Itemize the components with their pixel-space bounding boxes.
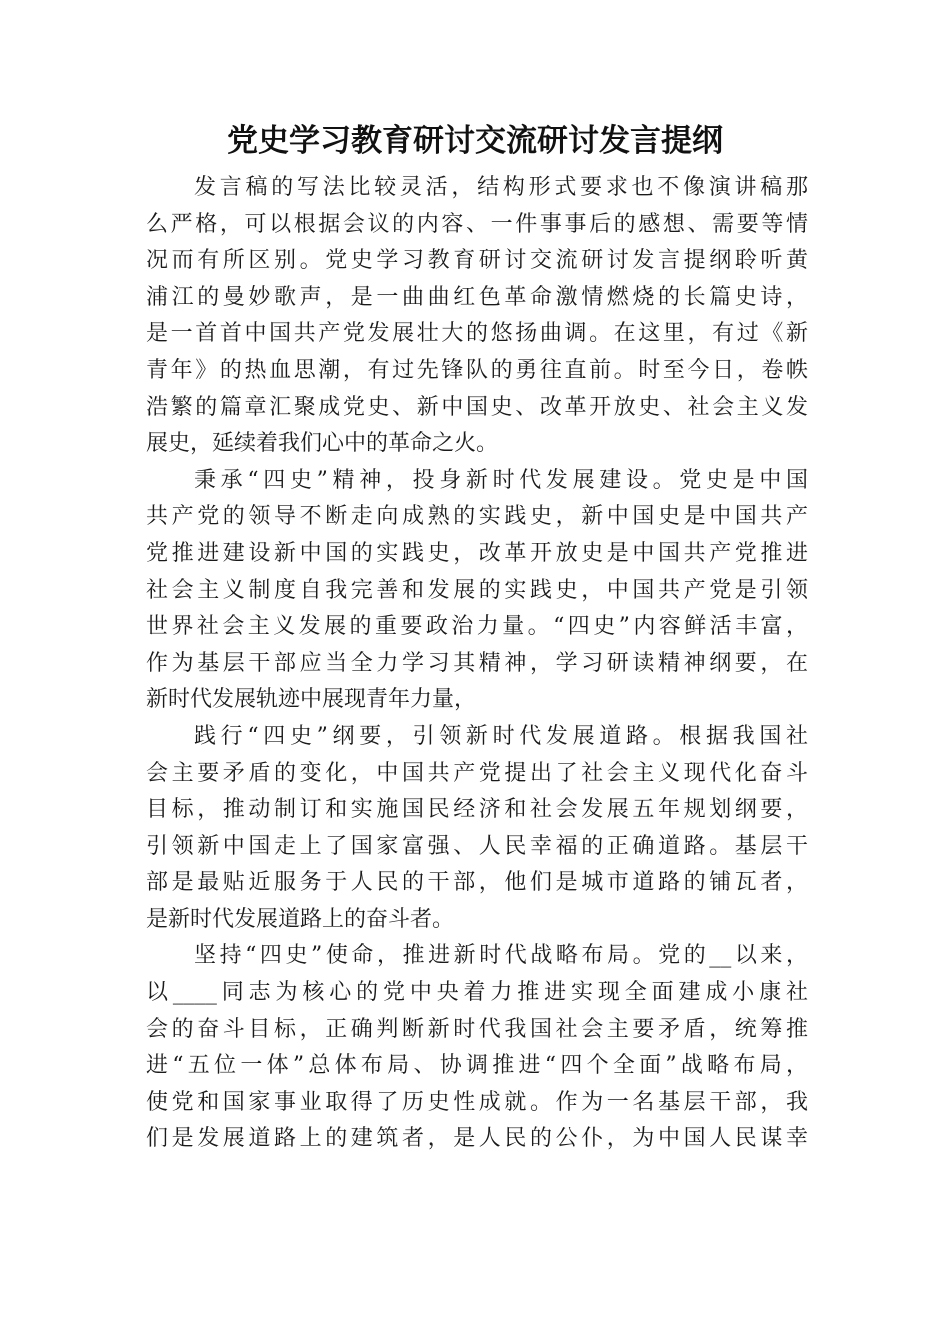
paragraph-line: 世界社会主义发展的重要政治力量。“四史”内容鲜活丰富， xyxy=(146,614,808,640)
paragraph-line: 践行“四史”纲要，引领新时代发展道路。根据我国社 xyxy=(194,723,808,749)
paragraph-line: 作为基层干部应当全力学习其精神，学习研读精神纲要，在 xyxy=(146,650,808,676)
paragraph-line: 共产党的领导不断走向成熟的实践史，新中国史是中国共产 xyxy=(146,504,808,530)
paragraph-line: 是新时代发展道路上的奋斗者。 xyxy=(146,906,455,932)
document-title: 党史学习教育研讨交流研讨发言提纲 xyxy=(227,123,723,159)
paragraph-line: 展史，延续着我们心中的革命之火。 xyxy=(146,431,499,457)
document-body xyxy=(146,170,808,1158)
paragraph-line: 新时代发展轨迹中展现青年力量， xyxy=(146,687,477,713)
paragraph-line: 浦江的曼妙歌声，是一曲曲红色革命激情燃烧的长篇史诗， xyxy=(146,284,808,310)
paragraph-line: 使党和国家事业取得了历史性成就。作为一名基层干部，我 xyxy=(146,1089,808,1115)
paragraph-line: 况而有所区别。党史学习教育研讨交流研讨发言提纲聆听黄 xyxy=(146,248,808,274)
paragraph-1 xyxy=(146,170,808,463)
paragraph-line: 部是最贴近服务于人民的干部，他们是城市道路的铺瓦者， xyxy=(146,870,808,896)
paragraph-line: 引领新中国走上了国家富强、人民幸福的正确道路。基层干 xyxy=(146,833,808,859)
paragraph-line: 么严格，可以根据会议的内容、一件事事后的感想、需要等情 xyxy=(146,211,808,237)
paragraph-line: 们是发展道路上的建筑者，是人民的公仆，为中国人民谋幸 xyxy=(146,1126,808,1152)
paragraph-line: 目标，推动制订和实施国民经济和社会发展五年规划纲要， xyxy=(146,797,808,823)
paragraph-line: 是一首首中国共产党发展壮大的悠扬曲调。在这里，有过《新 xyxy=(146,321,808,347)
paragraph-line: 会的奋斗目标，正确判断新时代我国社会主要矛盾，统筹推 xyxy=(146,1016,808,1042)
paragraph-line: 坚持“四史”使命，推进新时代战略布局。党的__以来， xyxy=(194,943,808,969)
paragraph-line: 会主要矛盾的变化，中国共产党提出了社会主义现代化奋斗 xyxy=(146,760,808,786)
paragraph-line: 社会主义制度自我完善和发展的实践史，中国共产党是引领 xyxy=(146,577,808,603)
paragraph-4 xyxy=(146,938,808,1158)
paragraph-line: 秉承“四史”精神，投身新时代发展建设。党史是中国 xyxy=(194,467,808,493)
paragraph-line: 党推进建设新中国的实践史，改革开放史是中国共产党推进 xyxy=(146,540,808,566)
paragraph-3 xyxy=(146,719,808,939)
paragraph-line: 进“五位一体”总体布局、协调推进“四个全面”战略布局， xyxy=(146,1053,808,1079)
paragraph-2 xyxy=(146,463,808,719)
paragraph-line: 浩繁的篇章汇聚成党史、新中国史、改革开放史、社会主义发 xyxy=(146,394,808,420)
paragraph-line: 青年》的热血思潮，有过先锋队的勇往直前。时至今日，卷帙 xyxy=(146,357,808,383)
paragraph-line: 发言稿的写法比较灵活，结构形式要求也不像演讲稿那 xyxy=(194,175,808,200)
paragraph-line: 以____同志为核心的党中央着力推进实现全面建成小康社 xyxy=(146,980,808,1006)
